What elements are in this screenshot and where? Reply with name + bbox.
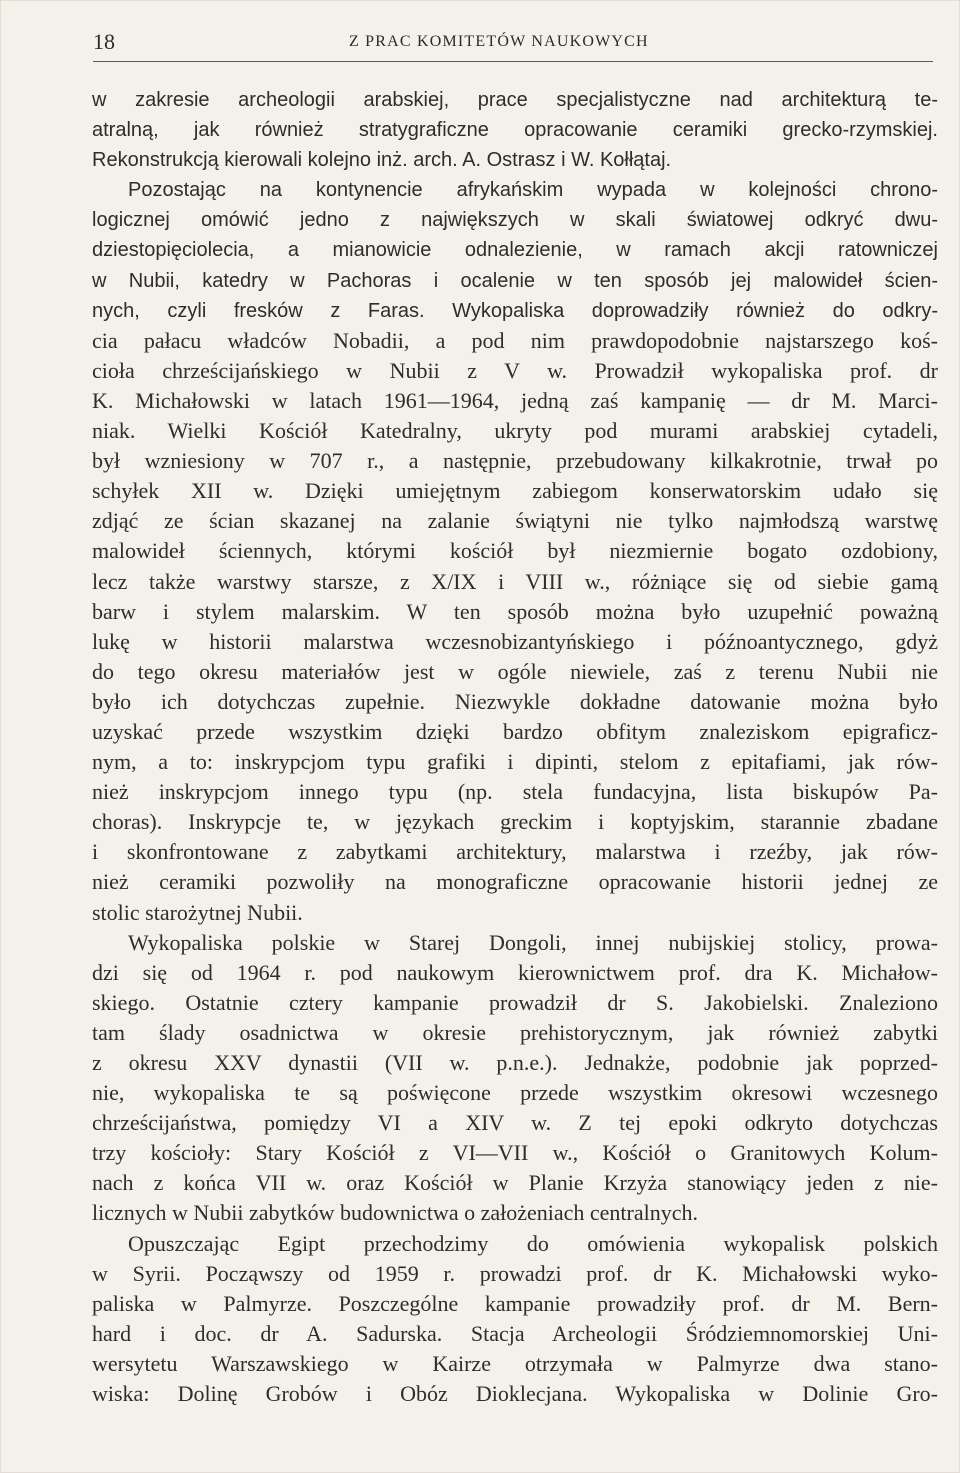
text-line: niak. Wielki Kościół Katedralny, ukryty pod murami arabskiej cytadeli, [92,418,938,444]
text-line: w Nubii, katedry w Pachoras i ocalenie w ten sposób jej malowideł ścien- [92,269,938,292]
text-line: Rekonstrukcją kierowali kolejno inż. arch. A. Ostrasz i W. Kołłątaj. [92,149,672,172]
text-line: Pozostając na kontynencie afrykańskim wypada w kolejności chrono- [128,179,938,202]
text-line: w Syrii. Począwszy od 1959 r. prowadzi prof. dr K. Michałowski wyko- [92,1260,938,1286]
text-line: choras). Inskrypcje te, w językach greckim i koptyjskim, starannie zbadane [92,809,938,835]
body-text [92,85,938,1409]
text-line: z okresu XXV dynastii (VII w. p.n.e.). Jednakże, podobnie jak poprzed- [92,1050,938,1075]
text-line: K. Michałowski w latach 1961—1964, jedną zaś kampanię — dr M. Marci- [92,387,938,413]
text-line: chrześcijaństwa, pomiędzy VI a XIV w. Z tej epoki odkryto dotychczas [92,1110,938,1136]
text-line: cioła chrześcijańskiego w Nubii z V w. Prowadził wykopaliska prof. dr [92,357,938,383]
text-line: dziestopięciolecia, a mianowicie odnalezienie, w ramach akcji ratowniczej [92,239,938,262]
text-line: lecz także warstwy starsze, z X/IX i VIII w., różniące się od siebie gamą [92,568,938,594]
text-line: trzy kościoły: Stary Kościół z VI—VII w., Kościół o Granitowych Kolum- [92,1140,938,1166]
running-title: Z PRAC KOMITETÓW NAUKOWYCH [349,33,649,50]
page-number: 18 [93,29,115,54]
page-header [93,29,933,59]
text-line: Opuszczając Egipt przechodzimy do omówienia wykopalisk polskich [128,1230,938,1256]
text-line: wiska: Dolinę Grobów i Obóz Dioklecjana. Wykopaliska w Dolinie Gro- [92,1381,938,1407]
text-line: nież ceramiki pozwoliły na monograficzne opracowanie historii jednej ze [92,869,938,895]
text-line: lukę w historii malarstwa wczesnobizantyńskiego i późnoantycznego, gdyż [92,628,938,654]
text-line: nach z końca VII w. oraz Kościół w Planie Krzyża stanowiący jeden z nie- [92,1170,938,1196]
text-line: w zakresie archeologii arabskiej, prace specjalistyczne nad architekturą te- [92,89,938,111]
text-line: licznych w Nubii zabytków budownictwa o założeniach centralnych. [92,1200,698,1226]
text-line: cia pałacu władców Nobadii, a pod nim prawdopodobnie najstarszego koś- [92,327,938,353]
text-line: stolic starożytnej Nubii. [92,899,303,925]
text-line: Wykopaliska polskie w Starej Dongoli, innej nubijskiej stolicy, prowa- [128,929,938,955]
text-line: do tego okresu materiałów jest w ogóle niewiele, zaś z terenu Nubii nie [92,658,938,684]
text-line: nym, a to: inskrypcjom typu grafiki i dipinti, stelom z epitafiami, jak rów- [92,749,938,775]
text-line: nych, czyli fresków z Faras. Wykopaliska doprowadziły również do odkry- [92,299,938,322]
text-line: zdjąć ze ścian skazanej na zalanie świątyni nie tylko najmłodszą warstwę [92,508,938,534]
text-line: atralną, jak również stratygraficzne opracowanie ceramiki grecko-rzymskiej. [92,119,938,142]
text-line: tam ślady osadnictwa w okresie prehistorycznym, jak również zabytki [92,1019,938,1045]
paragraph-3 [92,1229,938,1410]
text-line: nie, wykopaliska te są poświęcone przede wszystkim okresowi wczesnego [92,1080,938,1106]
paragraph-1 [92,85,938,928]
text-line: było ich dotychczas zupełnie. Niezwykle dokładne datowanie można było [92,688,938,714]
text-line: i skonfrontowane z zabytkami architektury, malarstwa i rzeźby, jak rów- [92,839,938,865]
text-line: hard i doc. dr A. Sadurska. Stacja Archeologii Śródziemnomorskiej Uni- [92,1320,938,1346]
text-line: uzyskać przede wszystkim dzięki bardzo obfitym znaleziskom epigraficz- [92,718,938,744]
text-line: schyłek XII w. Dzięki umiejętnym zabiegom konserwatorskim udało się [92,478,938,504]
paragraph-2 [92,928,938,1229]
text-line: był wzniesiony w 707 r., a następnie, przebudowany kilkakrotnie, trwał po [92,448,938,474]
text-line: skiego. Ostatnie cztery kampanie prowadził dr S. Jakobielski. Znaleziono [92,989,938,1015]
text-line: malowideł ściennych, którymi kościół był niezmiernie bogato ozdobiony, [92,538,938,564]
text-line: nież inskrypcjom innego typu (np. stela fundacyjna, lista biskupów Pa- [92,779,938,805]
text-line: wersytetu Warszawskiego w Kairze otrzymała w Palmyrze dwa stano- [92,1350,938,1376]
text-line: barw i stylem malarskim. W ten sposób można było uzupełnić poważną [92,598,938,624]
text-line: paliska w Palmyrze. Poszczególne kampanie prowadziły prof. dr M. Bern- [92,1290,938,1316]
text-line: logicznej omówić jedno z największych w skali światowej odkryć dwu- [92,209,938,232]
header-rule [93,61,933,62]
text-line: dzi się od 1964 r. pod naukowym kierownictwem prof. dra K. Michałow- [92,959,938,985]
